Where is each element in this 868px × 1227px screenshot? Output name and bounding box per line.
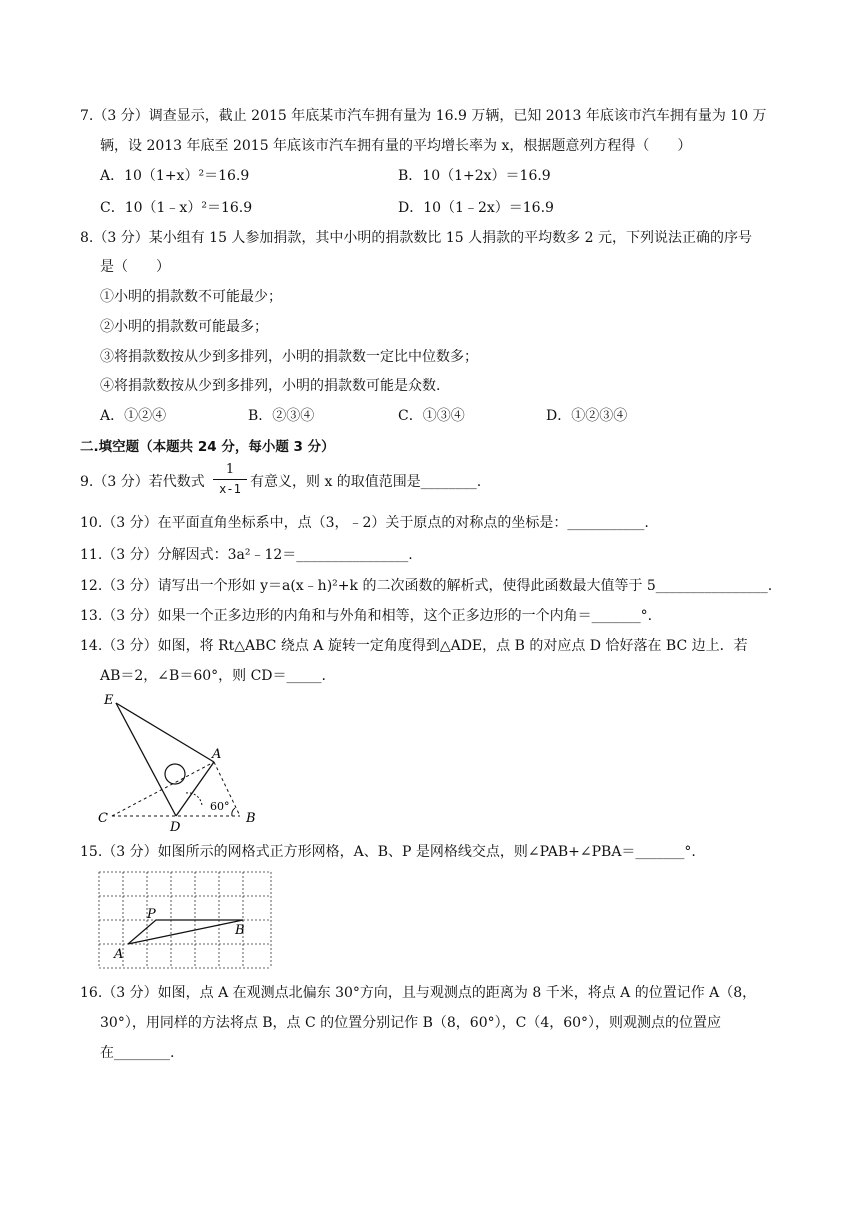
edge-AD [176,762,214,816]
q13-text: 13.（3 分）如果一个正多边形的内角和与外角和相等，这个正多边形的一个内角＝_______°. [80,608,653,624]
segment-AB [128,920,243,944]
q8-statement-2: ②小明的捐款数可能最多； [100,319,268,335]
q12-text: 12.（3 分）请写出一个形如 y＝a(x﹣h)²+k 的二次函数的解析式，使得此函数最大值等于 5________________. [80,578,773,594]
q8-option-d: D．①②③④ [546,408,628,424]
label-B: B [246,811,256,826]
label-P: P [147,907,156,922]
q15-text: 15.（3 分）如图所示的网格式正方形网格，A、B、P 是网格线交点，则∠PAB+∠PBA＝_______°. [80,844,696,860]
q16-line1: 16.（3 分）如图，点 A 在观测点北偏东 30°方向，且与观测点的距离为 8 千米，将点 A 的位置记作 A（8， [80,985,757,1001]
q7-option-d: D．10（1﹣2x）＝16.9 [398,200,554,216]
edge-CA [112,762,214,816]
angle-arc-b [232,808,235,816]
q8-statement-3: ③将捐款数按从少到多排列，小明的捐款数一定比中位数多； [100,349,478,365]
q9-denominator: x-1 [219,482,241,496]
label-C: C [98,811,108,826]
label-D: D [170,820,181,833]
edge-EA [116,703,214,762]
q11-text: 11.（3 分）分解因式：3a²﹣12＝________________. [80,547,413,563]
edge-ED [116,703,176,816]
q9-suffix: 有意义，则 x 的取值范围是________. [250,474,482,490]
q14-triangle-figure [90,688,270,833]
label-B: B [235,923,245,938]
segment-AP [128,920,156,944]
q7-line1: 7.（3 分）调查显示，截止 2015 年底某市汽车拥有量为 16.9 万辆，已知 2013 年底该市汽车拥有量为 10 万 [80,108,767,124]
circle-mark [165,764,185,784]
q14-line1: 14.（3 分）如图，将 Rt△ABC 绕点 A 旋转一定角度得到△ADE，点 B 的对应点 D 恰好落在 BC 边上．若 [80,638,748,654]
q8-statement-4: ④将捐款数按从少到多排列，小明的捐款数可能是众数. [100,378,441,394]
q16-line3: 在________. [100,1045,175,1061]
label-A: A [212,747,222,762]
angle-label: 60° [210,800,230,813]
label-A: A [114,947,124,962]
q10-text: 10.（3 分）在平面直角坐标系中，点（3，﹣2）关于原点的对称点的坐标是：___________. [80,515,649,531]
q8-option-a: A．①②④ [100,408,167,424]
fraction-bar [213,479,247,480]
q16-line2: 30°），用同样的方法将点 B，点 C 的位置分别记作 B（8，60°），C（4，60°），则观测点的位置应 [100,1015,722,1031]
q8-statement-1: ①小明的捐款数不可能最少； [100,289,282,305]
q8-option-c: C．①③④ [398,408,465,424]
section-heading: 二.填空题（本题共 24 分，每小题 3 分） [80,439,335,455]
q7-line2: 辆，设 2013 年底至 2015 年底该市汽车拥有量的平均增长率为 x，根据题意列方程得（ ） [100,138,692,154]
q7-option-c: C．10（1﹣x）²＝16.9 [100,200,253,216]
q15-grid-figure [96,868,278,974]
q8-line2: 是（ ） [100,259,170,275]
q7-option-a: A．10（1+x）²＝16.9 [100,168,250,184]
q7-option-b: B．10（1+2x）＝16.9 [398,168,551,184]
q8-line1: 8.（3 分）某小组有 15 人参加捐款，其中小明的捐款数比 15 人捐款的平均数多 2 元，下列说法正确的序号 [80,230,752,246]
q9-fraction [213,462,247,497]
q9-numerator: 1 [225,462,235,477]
label-E: E [104,693,114,708]
q9-prefix: 9.（3 分）若代数式 [80,474,205,490]
q8-option-b: B．②③④ [248,408,315,424]
q14-line2: AB＝2，∠B＝60°，则 CD＝_____. [100,668,326,684]
